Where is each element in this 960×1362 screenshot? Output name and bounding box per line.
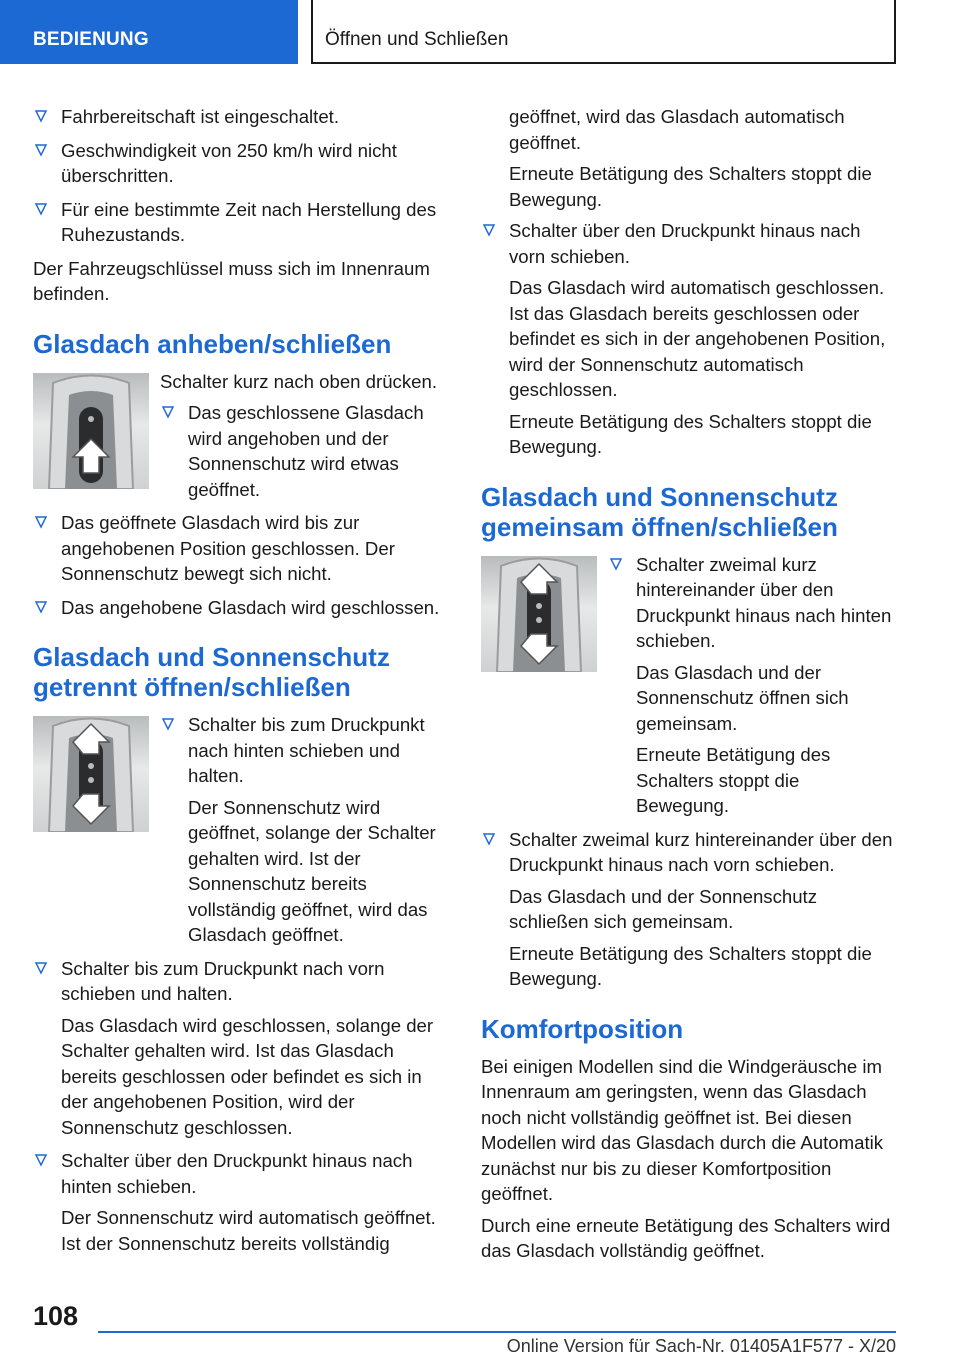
roof-switch-icon	[481, 556, 597, 672]
list-item	[481, 218, 896, 460]
list-item	[481, 827, 896, 992]
list-item-text: Das angehobene Glasdach wird geschlossen.	[61, 596, 440, 618]
switch-image-separate	[33, 716, 149, 832]
section-heading: Komfortposition	[481, 1013, 684, 1044]
list-item	[33, 956, 447, 1141]
list-item-subtext: Das Glasdach wird automatisch geschlossen. Ist das Glasdach bereits geschlossen oder befindet es sich in der angehobenen Position, wird der Sonnenschutz automatisch geschlossen.	[509, 277, 886, 400]
roof-switch-icon	[33, 373, 149, 489]
figure-row	[481, 552, 896, 819]
bullet-triangle-icon	[610, 557, 622, 571]
page-number: 108	[33, 1301, 79, 1331]
paragraph: Durch eine erneute Betätigung des Schalters wird das Glasdach vollständig geöffnet.	[481, 1214, 891, 1261]
paragraph: Schalter kurz nach oben drücken.	[160, 370, 437, 392]
list-item	[33, 1148, 447, 1256]
switch-image-together	[481, 556, 597, 672]
figure-row	[33, 712, 447, 948]
list-item-text: Schalter über den Druckpunkt hinaus nach vorn schieben.	[509, 220, 861, 267]
list-item	[608, 552, 896, 819]
bullet-triangle-icon	[35, 109, 47, 123]
section-label: BEDIENUNG	[33, 29, 149, 50]
bullet-triangle-icon	[35, 600, 47, 614]
list-item	[33, 104, 447, 130]
list-item	[33, 138, 447, 189]
list-item-text: Schalter über den Druckpunkt hinaus nach hinten schieben.	[61, 1150, 413, 1197]
list-item-subtext: Erneute Betätigung des Schalters stoppt die Bewegung.	[509, 410, 872, 457]
continued-item	[481, 104, 896, 212]
section-heading: Glasdach anheben/schließen	[33, 328, 392, 359]
bullet-triangle-icon	[35, 515, 47, 529]
list-item-text: Schalter zweimal kurz hintereinander über den Druckpunkt hinaus nach hinten schieben.	[636, 553, 892, 651]
list-item-text: Schalter bis zum Druckpunkt nach vorn schieben und halten.	[61, 957, 385, 1004]
left-column	[33, 104, 447, 1264]
page-title-box	[311, 0, 896, 64]
list-item-subtext: Der Sonnenschutz wird geöffnet, solange der Schalter gehalten wird. Ist der Sonnenschutz bereits vollständig geöffnet, wird das Glasdach geöffnet.	[188, 796, 436, 945]
bullet-triangle-icon	[35, 143, 47, 157]
bullet-triangle-icon	[35, 1153, 47, 1167]
list-item-subtext: Erneute Betätigung des Schalters stoppt die Bewegung.	[509, 942, 872, 989]
section-tab	[0, 0, 298, 64]
right-column	[481, 104, 896, 1270]
list-item-text: Das geschlossene Glasdach wird angehoben und der Sonnenschutz wird etwas geöffnet.	[188, 402, 424, 500]
list-item-text: Für eine bestimmte Zeit nach Herstellung des Ruhezustands.	[61, 198, 437, 245]
section-heading: Glasdach und Sonnenschutz gemeinsam öffnen/schließen	[481, 481, 838, 542]
bullet-triangle-icon	[483, 832, 495, 846]
list-item	[160, 712, 447, 948]
list-item	[33, 510, 447, 587]
bullet-triangle-icon	[162, 717, 174, 731]
paragraph: Bei einigen Modellen sind die Windgeräusche im Innenraum am geringsten, wenn das Glasdach noch nicht vollständig geöffnet ist. Bei diesen Modellen wird das Glasdach durch die Automatik zunächst nur bis zu dieser Komfortposition geöffnet.	[481, 1055, 884, 1204]
switch-image-raise	[33, 373, 149, 489]
bullet-triangle-icon	[162, 405, 174, 419]
list-item-text: Geschwindigkeit von 250 km/h wird nicht überschritten.	[61, 139, 397, 186]
bullet-triangle-icon	[35, 961, 47, 975]
paragraph: geöffnet, wird das Glasdach automatisch geöffnet.	[509, 106, 845, 153]
list-item-text: Schalter zweimal kurz hintereinander über den Druckpunkt hinaus nach vorn schieben.	[509, 828, 893, 875]
roof-switch-icon	[33, 716, 149, 832]
list-item-subtext: Der Sonnenschutz wird automatisch geöffnet. Ist der Sonnenschutz bereits vollständig	[61, 1207, 436, 1254]
bullet-triangle-icon	[35, 202, 47, 216]
list-item-subtext: Das Glasdach wird geschlossen, solange der Schalter gehalten wird. Ist das Glasdach bereits geschlossen oder befindet es sich in der angehobenen Position, wird der Sonnenschutz geschlossen.	[61, 1014, 434, 1138]
figure-row	[33, 369, 447, 503]
section-heading: Glasdach und Sonnenschutz getrennt öffnen/schließen	[33, 642, 390, 702]
list-item	[33, 197, 447, 248]
list-item-text: Schalter bis zum Druckpunkt nach hinten schieben und halten.	[188, 714, 425, 786]
list-item	[33, 595, 447, 621]
list-item-subtext: Erneute Betätigung des Schalters stoppt die Bewegung.	[636, 744, 831, 816]
bullet-triangle-icon	[483, 223, 495, 237]
paragraph: Erneute Betätigung des Schalters stoppt die Bewegung.	[509, 163, 872, 210]
footer-version: Online Version für Sach-Nr. 01405A1F577 - X/20	[506, 1336, 896, 1356]
list-item-text: Fahrbereitschaft ist eingeschaltet.	[61, 106, 340, 127]
list-item	[160, 400, 447, 502]
list-item-subtext: Das Glasdach und der Sonnenschutz schließen sich gemeinsam.	[509, 885, 818, 932]
page-title: Öffnen und Schließen	[325, 29, 509, 50]
list-item-text: Das geöffnete Glasdach wird bis zur angehobenen Position geschlossen. Der Sonnenschutz bewegt sich nicht.	[61, 512, 395, 584]
paragraph: Der Fahrzeugschlüssel muss sich im Innenraum befinden.	[33, 257, 430, 304]
list-item-subtext: Das Glasdach und der Sonnenschutz öffnen sich gemeinsam.	[636, 661, 849, 734]
footer-divider	[98, 1331, 896, 1333]
